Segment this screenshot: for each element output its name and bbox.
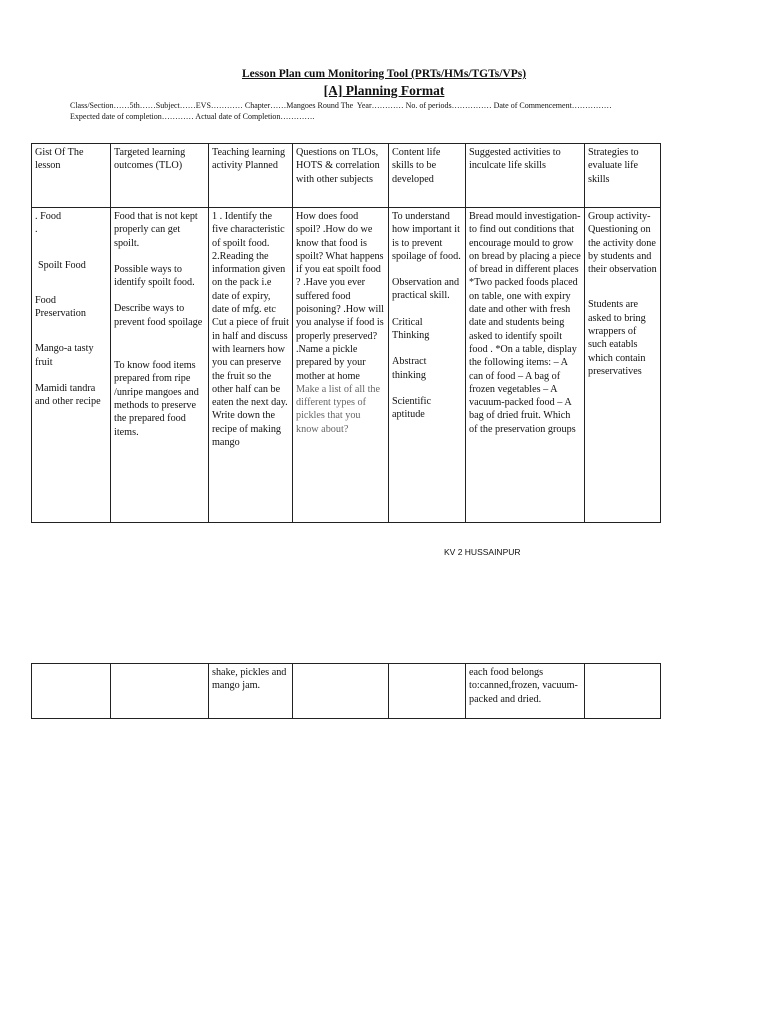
table-header-row — [32, 144, 661, 208]
gist-cell — [32, 208, 111, 523]
completion-dates-line: Expected date of completion………… Actual date of Completion…………. — [70, 112, 315, 121]
tlo-item: Possible ways to identify spoilt food. — [114, 263, 195, 289]
header-strategies: Strategies to evaluate life skills — [585, 144, 661, 208]
strategies-cell — [585, 664, 661, 719]
header-gist: Gist Of The lesson — [32, 144, 111, 208]
tlo-cell — [111, 664, 209, 719]
skill-item: Critical Thinking — [392, 316, 430, 342]
header-suggested: Suggested activities to inculcate life skills — [466, 144, 585, 208]
skill-item: Abstract thinking — [392, 356, 427, 381]
header-skills: Content life skills to be developed — [389, 144, 466, 208]
gist-item: . — [35, 224, 38, 236]
questions-grey-text: Make a list of all the different types of pickles that you know about? — [296, 383, 381, 435]
gist-item: Mamidi tandra and other recipe — [35, 383, 101, 408]
gist-item: Food Preservation — [35, 294, 86, 320]
table-row — [32, 664, 661, 719]
gist-item: Spoilt Food — [38, 259, 86, 271]
header-activity: Teaching learning activity Planned — [209, 144, 293, 208]
document-title: Lesson Plan cum Monitoring Tool (PRTs/HMs/TGTs/VPs) — [241, 68, 527, 80]
document-subtitle: [A] Planning Format — [323, 83, 445, 98]
tlo-item: To know food items prepared from ripe /unripe mangoes and methods to preserve the prepared food items. — [114, 360, 199, 438]
activity-cell: 1 . Identify the five characteristic of spoilt food. 2.Reading the information given on the pack i.e date of expiry, date of mfg. etc Cut a piece of fruit in half and discuss with learners how you can preserve the fruit so the other half can be eaten the next day. Write down the recipe of making mango — [209, 208, 293, 523]
skill-item: Observation and practical skill. — [392, 277, 460, 302]
tlo-cell — [111, 208, 209, 523]
tlo-item: Food that is not kept properly can get spoilt. — [114, 211, 198, 249]
skills-cell — [389, 664, 466, 719]
questions-cell — [293, 208, 389, 523]
header-questions: Questions on TLOs, HOTS & correlation with other subjects — [293, 144, 389, 208]
skills-cell — [389, 208, 466, 523]
questions-cell — [293, 664, 389, 719]
table-row — [32, 208, 661, 523]
skill-item: To understand how important it is to prevent spoilage of food. — [392, 211, 461, 262]
school-footer: KV 2 HUSSAINPUR — [444, 547, 521, 557]
class-details-line: Class/Section……5th……Subject……EVS………… Chapter……Mangoes Round The Year………… No. of periods…………… Date of Commencement…………… — [70, 101, 612, 110]
header-tlo: Targeted learning outcomes (TLO) — [111, 144, 209, 208]
suggested-activities-cell: Bread mould investigation- to find out conditions that encourage mould to grow on bread by placing a piece of bread in different places *Two packed foods placed on table, one with expiry date and other with fresh date and students being asked to identify spoilt food . *On a table, display the following items: – A can of food – A bag of frozen vegetables – A vacuum-packed food – A bag of dried fruit. Which of the preservation groups — [466, 208, 585, 523]
gist-item: Mango-a tasty fruit — [35, 343, 94, 368]
planning-table — [31, 143, 661, 523]
strategies-cell — [585, 208, 661, 523]
planning-table-continued — [31, 663, 661, 719]
gist-cell — [32, 664, 111, 719]
skill-item: Scientific aptitude — [392, 395, 432, 421]
strategy-item: Group activity- Questioning on the activity done by students and their observation — [588, 211, 657, 276]
suggested-activities-cell: each food belongs to:canned,frozen, vacuum-packed and dried. — [466, 664, 585, 719]
tlo-item: Describe ways to prevent food spoilage — [114, 303, 203, 328]
strategy-item: Students are asked to bring wrappers of such eatabls which contain preservatives — [588, 299, 646, 377]
gist-item: . Food — [35, 211, 62, 222]
questions-text: How does food spoil? .How do we know that food is spoilt? What happens if you eat spoilt food ? .Have you ever suffered food poisoning? .How will you analyse if food is properly preserved? .Name a pickle prepared by your mother at home — [296, 211, 385, 382]
activity-cell: shake, pickles and mango jam. — [209, 664, 293, 719]
